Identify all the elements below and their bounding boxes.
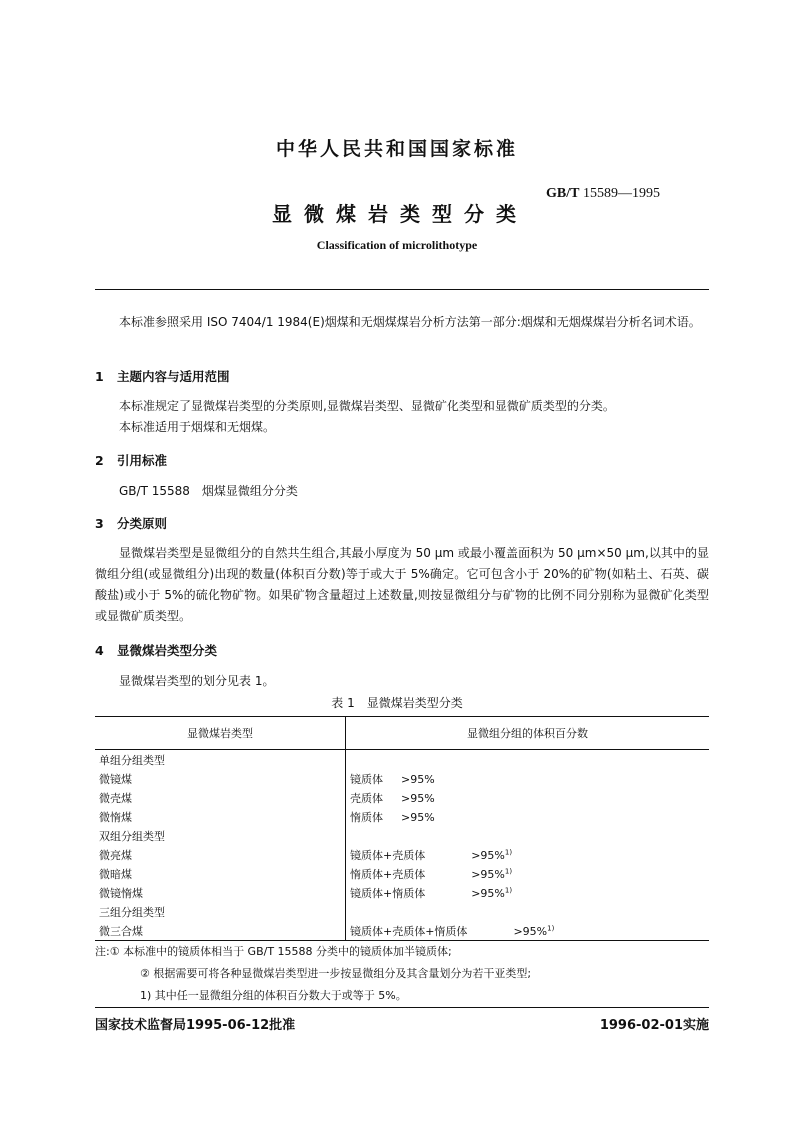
footnote-marker: 1) <box>504 847 513 856</box>
footer-divider <box>95 1007 709 1008</box>
maceral-group: 镜质体 <box>350 772 383 786</box>
section-title: 显微煤岩类型分类 <box>117 643 218 658</box>
section-paragraph: 显微煤岩类型是显微组分的自然共生组合,其最小厚度为 50 μm 或最小覆盖面积为 50 μm×50 μm,以其中的显微组分组(或显微组分)出现的数量(体积百分数)等于或大于 5%确定。它可包含小于 20%的矿物(如粘土、石英、碳酸盐)或小于 5%的硫化物矿物。如果矿物含量超过上述数量,则按显微组分与矿物的比例不同分别称为显微矿化类型或显微矿质类型。 <box>95 546 709 623</box>
microlithotype-cell: 微壳煤 <box>95 788 346 807</box>
volume-percentage-cell <box>346 750 710 770</box>
section-number: 4 <box>95 643 104 658</box>
table-row <box>95 864 709 883</box>
note-line: 注:① 本标准中的镜质体相当于 GB/T 15588 分类中的镜质体加半镜质体; <box>95 945 452 958</box>
maceral-group: 惰质体+壳质体 <box>350 867 426 881</box>
volume-percentage-cell <box>346 769 710 788</box>
footnote-marker: 1) <box>547 923 555 932</box>
volume-percent: >95% <box>471 848 505 862</box>
document-title-cn: 显微煤岩类型分类 <box>272 202 528 226</box>
microlithotype-cell: 微镜惰煤 <box>95 883 346 902</box>
volume-percent: >95% <box>471 886 505 900</box>
section-heading <box>95 367 230 385</box>
microlithotype-table <box>95 716 709 941</box>
microlithotype-cell: 三组分组类型 <box>95 902 346 921</box>
microlithotype-cell: 微暗煤 <box>95 864 346 883</box>
microlithotype-cell: 单组分组类型 <box>95 750 346 770</box>
implementation-date: 1996-02-01实施 <box>599 1018 709 1033</box>
section-heading <box>95 451 167 469</box>
table-header-cell: 显微煤岩类型 <box>95 717 346 750</box>
volume-percentage-cell <box>346 921 710 941</box>
section-heading <box>95 514 167 532</box>
section-number: 3 <box>95 516 104 531</box>
table-row <box>95 750 709 770</box>
volume-percent: >95% <box>401 791 435 805</box>
volume-percentage-cell <box>346 864 710 883</box>
section-title: 主题内容与适用范围 <box>117 369 230 384</box>
volume-percentage-cell <box>346 883 710 902</box>
maceral-group: 镜质体+壳质体 <box>350 848 426 862</box>
volume-percent: >95% <box>401 810 435 824</box>
section-paragraph: 本标准适用于烟煤和无烟煤。 <box>119 420 276 434</box>
microlithotype-cell: 双组分组类型 <box>95 826 346 845</box>
intro-paragraph: 本标准参照采用 ISO 7404/1 1984(E)烟煤和无烟煤煤岩分析方法第一部分:烟煤和无烟煤煤岩分析名词术语。 <box>119 315 701 329</box>
microlithotype-cell: 微惰煤 <box>95 807 346 826</box>
section-title: 分类原则 <box>117 516 168 531</box>
section-number: 2 <box>95 453 104 468</box>
table-caption: 表 1 显微煤岩类型分类 <box>331 696 463 710</box>
section-paragraph: GB/T 15588 烟煤显微组分分类 <box>119 484 298 498</box>
footnote-marker: 1) <box>504 866 513 875</box>
volume-percentage-cell <box>346 807 710 826</box>
table-notes <box>95 941 709 1007</box>
table-row <box>95 769 709 788</box>
maceral-group: 惰质体 <box>350 810 383 824</box>
table-row <box>95 902 709 921</box>
maceral-group: 镜质体+惰质体 <box>350 886 426 900</box>
section-paragraph: 本标准规定了显微煤岩类型的分类原则,显微煤岩类型、显微矿化类型和显微矿质类型的分类。 <box>119 399 615 413</box>
document-title-en: Classification of microlithotype <box>316 238 478 252</box>
note-line: ② 根据需要可将各种显微煤岩类型进一步按显微组分及其含量划分为若干亚类型; <box>140 967 532 980</box>
table-row <box>95 788 709 807</box>
section-number: 1 <box>95 369 104 384</box>
table-row <box>95 826 709 845</box>
volume-percentage-cell <box>346 902 710 921</box>
microlithotype-cell: 微三合煤 <box>95 921 346 941</box>
microlithotype-cell: 微亮煤 <box>95 845 346 864</box>
table-header-cell: 显微组分组的体积百分数 <box>346 717 710 750</box>
standard-code: 15589—1995 <box>582 186 660 201</box>
section-title: 引用标准 <box>117 453 168 468</box>
note-line: 1) 其中任一显微组分组的体积百分数大于或等于 5%。 <box>140 989 407 1002</box>
table-row <box>95 921 709 941</box>
microlithotype-cell: 微镜煤 <box>95 769 346 788</box>
table-row <box>95 807 709 826</box>
maceral-group: 壳质体 <box>350 791 383 805</box>
table-row <box>95 845 709 864</box>
standard-prefix: GB/T <box>546 186 580 201</box>
volume-percentage-cell <box>346 788 710 807</box>
volume-percentage-cell <box>346 845 710 864</box>
table-row <box>95 883 709 902</box>
table-body <box>95 750 709 941</box>
footnote-marker: 1) <box>504 885 513 894</box>
volume-percentage-cell <box>346 826 710 845</box>
volume-percent: >95% <box>471 867 505 881</box>
approval-date: 国家技术监督局1995-06-12批准 <box>95 1018 296 1033</box>
section-heading <box>95 641 217 659</box>
maceral-group: 镜质体+壳质体+惰质体 <box>350 924 468 938</box>
issuing-authority-heading: 中华人民共和国国家标准 <box>275 138 518 160</box>
header-divider <box>95 289 709 290</box>
volume-percent: >95% <box>401 772 435 786</box>
volume-percent: >95% <box>513 924 548 938</box>
section-paragraph: 显微煤岩类型的划分见表 1。 <box>119 674 275 688</box>
